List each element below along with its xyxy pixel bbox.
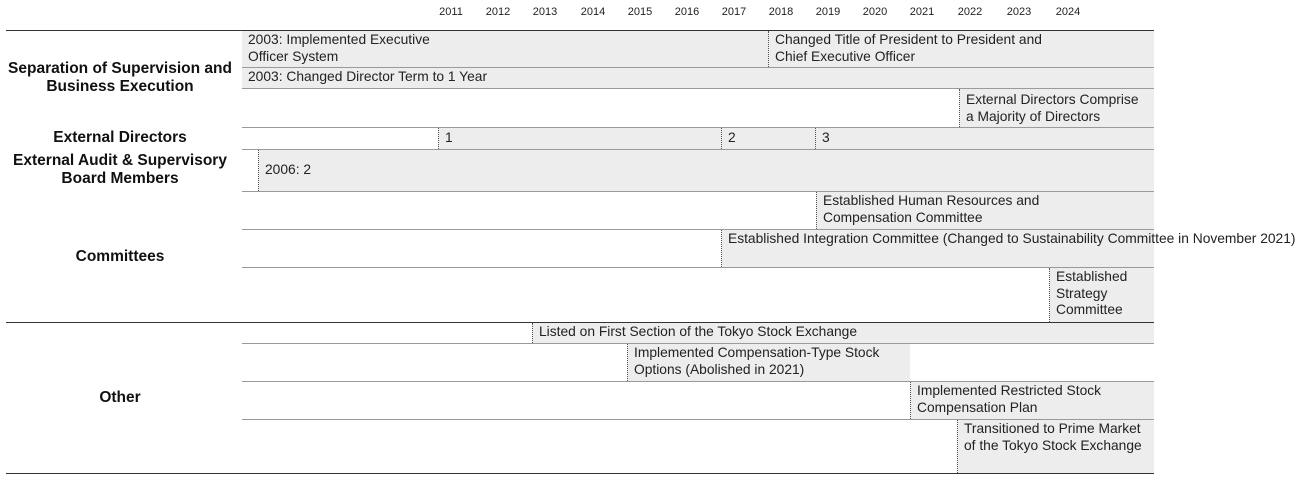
section-label-external-audit: External Audit & Supervisory Board Members (13, 152, 227, 187)
year-label: 2014 (580, 6, 606, 18)
event-label: Transitioned to Prime Market of the Tokyo Stock Exchange (964, 421, 1142, 453)
timeline-row (242, 128, 1154, 149)
event-label: 2 (728, 130, 736, 145)
event-label: 2003: Changed Director Term to 1 Year (248, 69, 488, 84)
event-label: Established Integration Committee (Changed to Sustainability Committee in November 2021) (728, 231, 1296, 246)
section-divider (6, 30, 260, 31)
event-bar (815, 128, 1154, 149)
row-divider (242, 473, 1154, 474)
year-label: 2012 (485, 6, 511, 18)
section-divider (6, 322, 260, 323)
year-label: 2023 (1006, 6, 1032, 18)
event-label: Implemented Compensation-Type Stock Options (Abolished in 2021) (634, 345, 880, 377)
timeline-row (242, 323, 1154, 343)
year-label: 2021 (909, 6, 935, 18)
year-label: 2022 (957, 6, 983, 18)
event-label: 2006: 2 (265, 162, 312, 177)
event-bar (242, 31, 768, 67)
event-label: Changed Title of President to President and Chief Executive Officer (775, 32, 1042, 64)
timeline-row (242, 89, 1154, 127)
year-label: 2011 (439, 6, 463, 18)
section-label-separation: Separation of Supervision and Business Execution (8, 60, 232, 95)
timeline-row (242, 230, 1296, 267)
event-bar (959, 89, 1154, 127)
event-label: External Directors Comprise a Majority of Directors (966, 92, 1139, 124)
year-label: 2017 (721, 6, 747, 18)
section-label-external-directors: External Directors (53, 129, 187, 146)
event-bar (721, 128, 815, 149)
event-label: 1 (445, 130, 453, 145)
section-divider (6, 473, 260, 474)
event-label: Established Strategy Committee (1056, 269, 1128, 317)
event-bar (1049, 268, 1154, 322)
timeline-row (242, 344, 1154, 381)
event-bar (816, 192, 1154, 229)
timeline-row (242, 420, 1154, 473)
event-bar (258, 150, 1154, 191)
event-label: Implemented Restricted Stock Compensation Plan (917, 383, 1102, 415)
year-label: 2020 (862, 6, 888, 18)
event-label: Established Human Resources and Compensation Committee (823, 193, 1040, 225)
event-label: 3 (822, 130, 830, 145)
timeline-row (242, 192, 1154, 229)
timeline-row (242, 382, 1154, 419)
event-bar (242, 68, 1154, 88)
event-bar (910, 382, 1154, 419)
year-label: 2016 (674, 6, 700, 18)
event-label: Listed on First Section of the Tokyo Stock Exchange (539, 324, 858, 339)
event-bar (438, 128, 721, 149)
event-bar (768, 31, 1154, 67)
section-label-other: Other (99, 389, 141, 406)
timeline-row (242, 268, 1154, 322)
timeline-row (242, 150, 1154, 191)
section-label-committees: Committees (75, 248, 165, 265)
event-bar (957, 420, 1154, 473)
event-bar (532, 323, 1154, 343)
event-label: 2003: Implemented Executive Officer System (248, 32, 430, 64)
timeline-row (242, 31, 1154, 67)
year-label: 2013 (532, 6, 558, 18)
year-label: 2024 (1055, 6, 1081, 18)
event-bar (721, 230, 1296, 267)
year-label: 2018 (768, 6, 794, 18)
year-label: 2015 (627, 6, 653, 18)
year-label: 2019 (815, 6, 841, 18)
timeline-row (242, 68, 1154, 88)
event-bar (627, 344, 910, 381)
